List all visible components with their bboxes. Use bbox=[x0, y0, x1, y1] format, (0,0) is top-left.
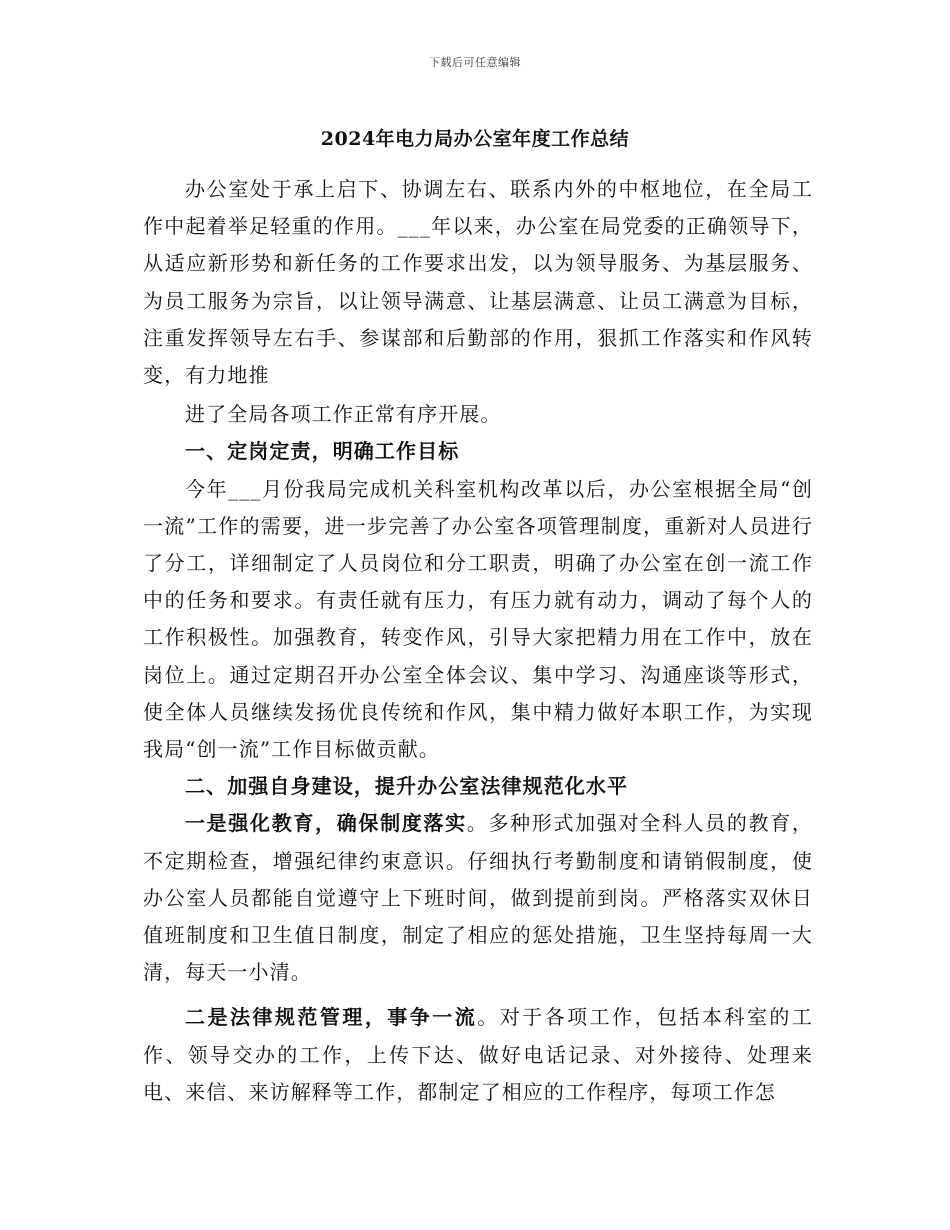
paragraph-point-2-lead: 二是法律规范管理，事争一流 bbox=[185, 1005, 478, 1030]
paragraph-point-1-text: 。多种形式加强对全科人员的教育，不定期检查，增强纪律约束意识。仔细执行考勤制度和请销假制度，使办公室人员都能自觉遵守上下班时间，做到提前到岗。严格落实双休日值班制度和卫生值日制度，制定了相应的惩处措施，卫生坚持每周一大清，每天一小清。 bbox=[143, 811, 813, 985]
document-body bbox=[143, 171, 813, 1111]
paragraph-point-2 bbox=[143, 999, 813, 1111]
section-heading-2: 二、加强自身建设，提升办公室法律规范化水平 bbox=[185, 774, 629, 799]
paragraph-intro-continued: 进了全局各项工作正常有序开展。 bbox=[185, 402, 502, 427]
section-heading-1: 一、定岗定责，明确工作目标 bbox=[185, 439, 460, 464]
paragraph-section-1: 今年___月份我局完成机关科室机构改革以后，办公室根据全局“创一流”工作的需要，进一步完善了办公室各项管理制度，重新对人员进行了分工，详细制定了人员岗位和分工职责，明确了办公室在创一流工作中的任务和要求。有责任就有压力，有压力就有动力，调动了每个人的工作积极性。加强教育，转变作风，引导大家把精力用在工作中，放在岗位上。通过定期召开办公室全体会议、集中学习、沟通座谈等形式，使全体人员继续发扬优良传统和作风，集中精力做好本职工作，为实现我局“创一流”工作目标做贡献。 bbox=[143, 476, 813, 762]
paragraph-point-2-text: 。对于各项工作，包括本科室的工作、领导交办的工作，上传下达、做好电话记录、对外接待、处理来电、来信、来访解释等工作，都制定了相应的工作程序，每项工作怎 bbox=[143, 1005, 814, 1104]
paragraph-intro: 办公室处于承上启下、协调左右、联系内外的中枢地位，在全局工作中起着举足轻重的作用。___年以来，办公室在局党委的正确领导下，从适应新形势和新任务的工作要求出发，以为领导服务、为基层服务、为员工服务为宗旨，以让领导满意、让基层满意、让员工满意为目标，注重发挥领导左右手、参谋部和后勤部的作用，狠抓工作落实和作风转变，有力地推 bbox=[143, 177, 813, 388]
paragraph-point-1 bbox=[143, 805, 813, 991]
document-title: 2024年电力局办公室年度工作总结 bbox=[320, 128, 630, 150]
paragraph-point-1-lead: 一是强化教育，确保制度落实 bbox=[185, 811, 467, 836]
header-note: 下载后可任意编辑 bbox=[429, 56, 521, 69]
